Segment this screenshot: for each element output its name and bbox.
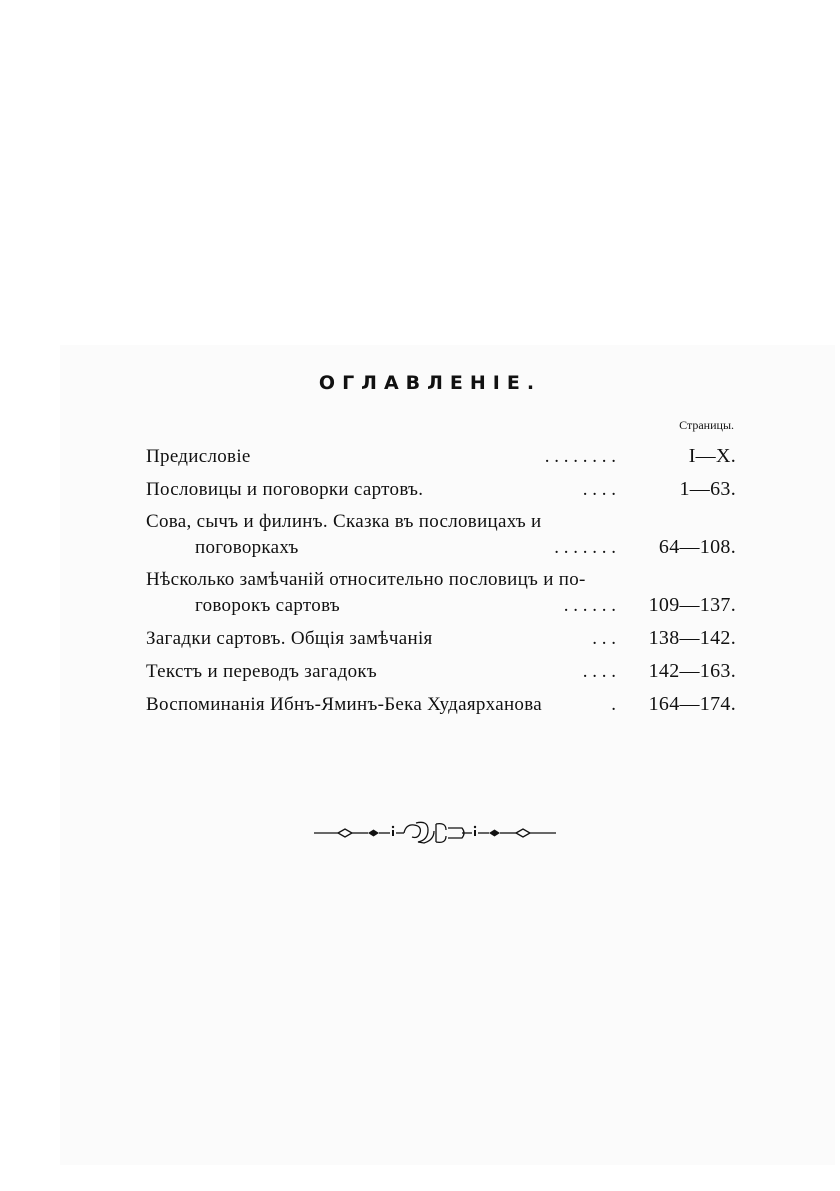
toc-entry — [146, 568, 736, 618]
toc-entry-title: Предисловіе — [146, 446, 251, 467]
toc-entry — [146, 626, 736, 651]
toc-entry-pages: I—X. — [688, 445, 736, 467]
toc-entry-title: Пословицы и поговорки сартовъ. — [146, 479, 424, 500]
toc-entry-pages: 164—174. — [648, 693, 736, 715]
toc-entry-title-continued: поговоркахъ — [195, 537, 299, 558]
toc-leader-dots: . . . . — [582, 661, 616, 682]
toc-entry — [146, 444, 736, 469]
toc-entry — [146, 659, 736, 684]
toc-leader-dots: . . . . . . . — [554, 537, 616, 558]
toc-entry-pages: 1—63. — [679, 478, 736, 500]
toc-entry-pages: 109—137. — [648, 594, 736, 616]
toc-leader-dots: . . . . . . — [563, 595, 616, 616]
toc-entry-pages: 64—108. — [658, 536, 736, 558]
toc-entry-title-continued: говорокъ сартовъ — [195, 595, 340, 616]
toc-entry-title: Воспоминанія Ибнъ-Яминъ-Бека Худаярханова — [146, 694, 542, 715]
toc-entry-pages: 142—163. — [648, 660, 736, 682]
toc-entry — [146, 477, 736, 502]
toc-entry — [146, 510, 736, 560]
toc-entry-pages: 138—142. — [648, 627, 736, 649]
toc-entry-title: Текстъ и переводъ загадокъ — [146, 661, 378, 682]
toc-entry-title: Загадки сартовъ. Общія замѣчанія — [146, 628, 433, 649]
toc-entry-title: Сова, сычъ и филинъ. Сказка въ пословицахъ и — [146, 511, 542, 532]
toc-leader-dots: . . . — [592, 628, 616, 649]
toc-entry — [146, 692, 736, 717]
toc-leader-dots: . . . . — [582, 479, 616, 500]
table-of-contents — [146, 444, 736, 717]
toc-entry-title: Нѣсколько замѣчаній относительно пословицъ и по- — [146, 569, 586, 590]
toc-leader-dots: . — [611, 694, 616, 715]
page-title: ОГЛАВЛЕНІЕ. — [318, 372, 542, 394]
pages-column-header: Страницы. — [679, 418, 734, 432]
decorative-ornament — [312, 818, 558, 848]
toc-leader-dots: . . . . . . . . — [544, 446, 616, 467]
